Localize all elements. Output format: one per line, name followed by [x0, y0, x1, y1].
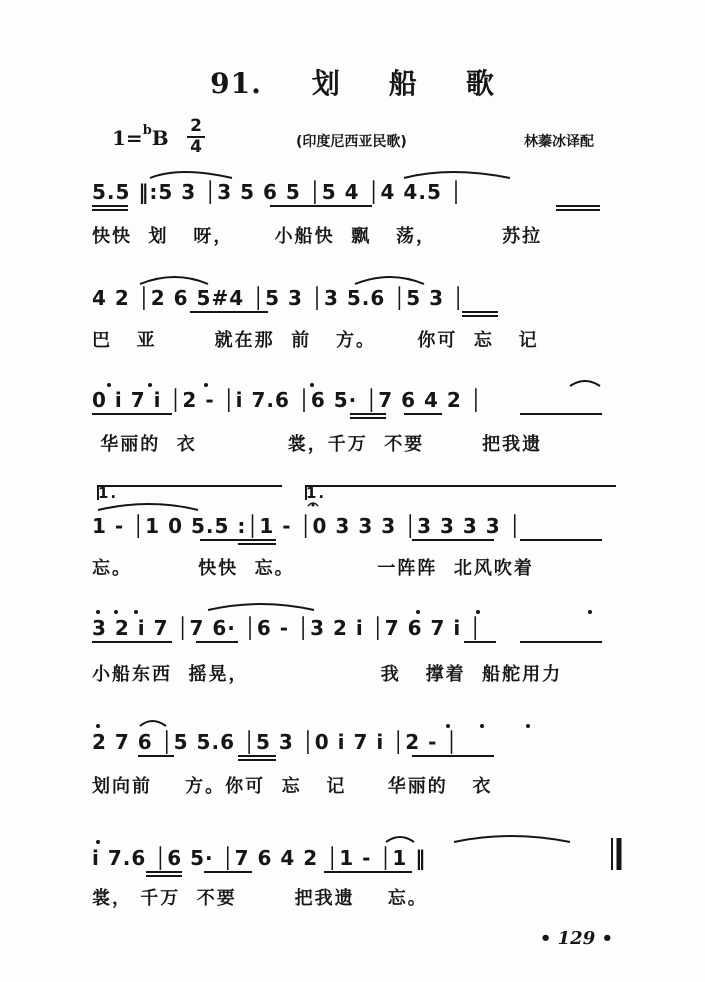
page-number: • 129 • — [539, 928, 613, 949]
notation-line: 4 2 │2 6 5#4 │5 3 │3 5.6 │5 3 │ — [92, 286, 466, 310]
meter-bottom: 4 — [190, 137, 202, 157]
song-origin: (印度尼西亚民歌) — [296, 134, 407, 150]
notation-line: 0 i 7 i │2 - │i 7.6 │6 5· │7 6 4 2 │ — [92, 388, 483, 412]
key-note: B — [151, 126, 169, 150]
lyric-line: 小船东西 摇晃， 我 撑着 船舵用力 — [92, 664, 563, 685]
lyric-line: 忘。 快快 忘。 一阵阵 北风吹着 — [92, 558, 534, 579]
meter-top: 2 — [190, 116, 202, 136]
song-number: 91. — [210, 67, 262, 100]
notation-line: 3 2 i 7 │7 6· │6 - │3 2 i │7 6 7 i │ — [92, 616, 483, 640]
lyric-line: 华丽的 衣 裳，千万 不要 把我遗 — [92, 434, 543, 455]
lyric-line: 巴 亚 就在那 前 方。 你可 忘 记 — [92, 330, 539, 351]
lyric-line: 裳， 千万 不要 把我遗 忘。 — [92, 888, 428, 909]
volta-second-ending: 1. — [306, 484, 327, 502]
title-char: 船 — [388, 67, 418, 100]
notation-line: i 7.6 │6 5· │7 6 4 2 │1 - │1 ‖ — [92, 846, 427, 870]
lyric-line: 快快 划 呀， 小船快 飘 荡， 苏拉 — [92, 226, 543, 247]
title-char: 划 — [311, 67, 341, 100]
volta-first-ending: 1. — [98, 484, 119, 502]
notation-line: 2 7 6 │5 5.6 │5 3 │0 i 7 i │2 - │ — [92, 730, 459, 754]
arranger-credit: 林蓁冰译配 — [524, 134, 594, 150]
lyric-line: 划向前 方。你可 忘 记 华丽的 衣 — [92, 776, 493, 797]
flat-sign: b — [142, 123, 152, 139]
notation-line: 5.5 ‖:5 3 │3 5 6 5 │5 4 │4 4.5 │ — [92, 180, 463, 204]
title-char: 歌 — [465, 67, 495, 100]
key-label: 1= — [112, 126, 143, 150]
notation-line: 1 - │1 0 5.5 :│1 - │0 3 3 3 │3 3 3 3 │ — [92, 514, 522, 538]
